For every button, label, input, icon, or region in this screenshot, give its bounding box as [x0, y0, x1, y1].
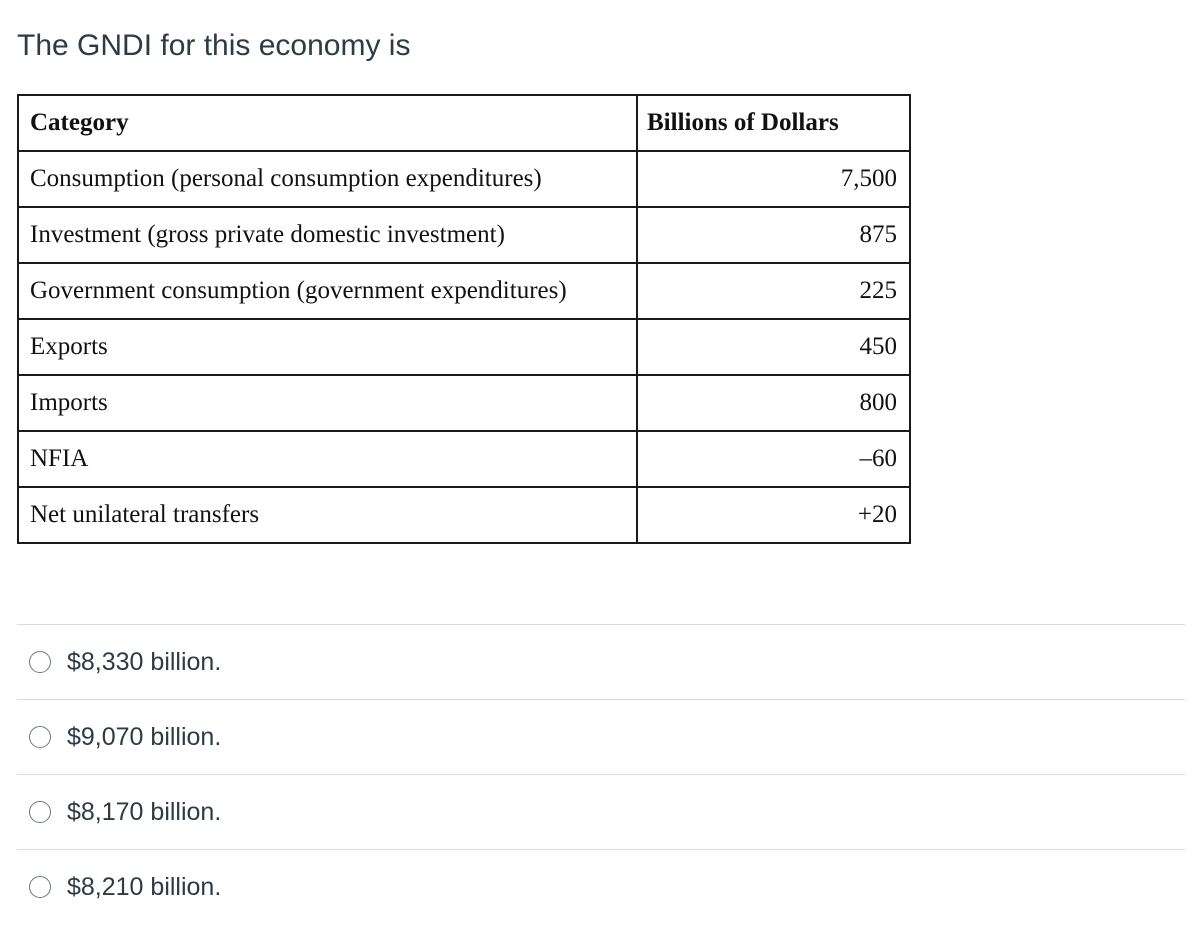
table-row: [18, 151, 910, 207]
answer-label[interactable]: $8,170 billion.: [67, 797, 222, 826]
row-value: 800: [637, 375, 910, 431]
answer-option-4[interactable]: [17, 849, 1185, 924]
row-value: 875: [637, 207, 910, 263]
row-value: –60: [637, 431, 910, 487]
radio-button-icon[interactable]: [29, 876, 51, 898]
table-row: [18, 487, 910, 543]
table-row: [18, 207, 910, 263]
row-category: Investment (gross private domestic investment): [18, 207, 637, 263]
data-table: [17, 94, 911, 544]
row-category: NFIA: [18, 431, 637, 487]
radio-button-icon[interactable]: [29, 801, 51, 823]
answer-label[interactable]: $9,070 billion.: [67, 722, 222, 751]
row-category: Government consumption (government expenditures): [18, 263, 637, 319]
answer-list: [17, 624, 1185, 924]
table-row: [18, 431, 910, 487]
row-value: 450: [637, 319, 910, 375]
row-category: Net unilateral transfers: [18, 487, 637, 543]
row-value: +20: [637, 487, 910, 543]
radio-button-icon[interactable]: [29, 726, 51, 748]
row-category: Consumption (personal consumption expenditures): [18, 151, 637, 207]
answer-option-3[interactable]: [17, 774, 1185, 849]
table-header-row: [18, 95, 910, 151]
row-value: 7,500: [637, 151, 910, 207]
row-category: Imports: [18, 375, 637, 431]
row-category: Exports: [18, 319, 637, 375]
answer-option-1[interactable]: [17, 624, 1185, 699]
table-row: [18, 319, 910, 375]
answer-label[interactable]: $8,210 billion.: [67, 872, 222, 901]
answer-label[interactable]: $8,330 billion.: [67, 647, 222, 676]
radio-button-icon[interactable]: [29, 651, 51, 673]
header-category: Category: [18, 95, 637, 151]
table-row: [18, 375, 910, 431]
header-value: Billions of Dollars: [637, 95, 910, 151]
row-value: 225: [637, 263, 910, 319]
table-row: [18, 263, 910, 319]
answer-option-2[interactable]: [17, 699, 1185, 774]
question-text: The GNDI for this economy is: [17, 29, 411, 62]
